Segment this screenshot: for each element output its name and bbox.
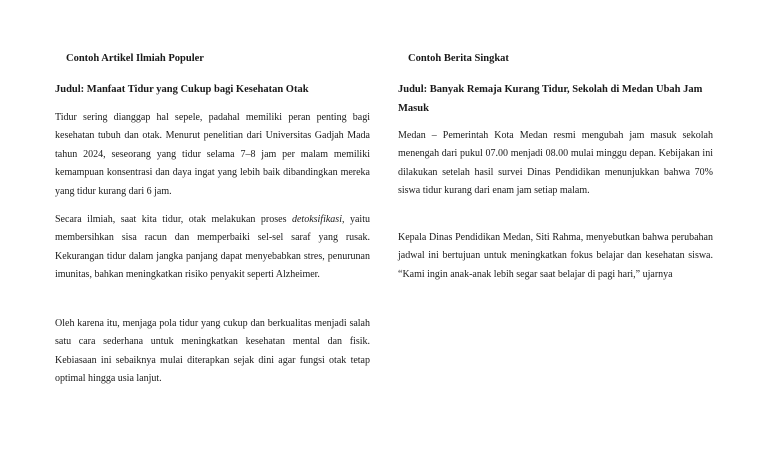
article-paragraph-1: Tidur sering dianggap hal sepele, padahal memiliki peran penting bagi kesehatan tubuh dan otak. Menurut penelitian dari Universitas Gadjah Mada tahun 2024, seseorang yang tidur selama 7–8 jam per malam memiliki kemampuan konsentrasi dan daya ingat yang lebih baik dibandingkan mereka yang tidur kurang dari 6 jam. [55,112,370,197]
article-paragraph-2 [55,211,370,285]
paragraph-text: , yaitu membersihkan sisa racun dan memperbaiki sel-sel saraf yang rusak. Kekurangan tidur dalam jangka panjang dapat menyebabkan stres, penurunan imunitas, bahkan meningkatkan risiko penyakit seperti Alzheimer. [55,214,370,281]
italic-term: detoksifikasi [291,214,342,225]
news-title: Judul: Banyak Remaja Kurang Tidur, Sekolah di Medan Ubah Jam Masuk [398,84,703,114]
article-paragraph-3: Oleh karena itu, menjaga pola tidur yang cukup dan berkualitas menjadi salah satu cara sederhana untuk meningkatkan kesehatan mental dan fisik. Kebiasaan ini sebaiknya mulai diterapkan sejak dini agar fungsi otak tetap optimal hingga usia lanjut. [55,318,370,385]
section-heading: Contoh Artikel Ilmiah Populer [66,53,204,64]
news-paragraph-1: Medan – Pemerintah Kota Medan resmi mengubah jam masuk sekolah menengah dari pukul 07.00 menjadi 08.00 mulai minggu depan. Kebijakan ini dilakukan setelah hasil survei Dinas Pendidikan menunjukkan bahwa 70% siswa tidur kurang dari enam jam setiap malam. [398,130,713,197]
section-heading: Contoh Berita Singkat [408,53,509,64]
article-title: Judul: Manfaat Tidur yang Cukup bagi Kesehatan Otak [55,84,309,95]
news-paragraph-2: Kepala Dinas Pendidikan Medan, Siti Rahma, menyebutkan bahwa perubahan jadwal ini bertujuan untuk meningkatkan fokus belajar dan kesehatan siswa. “Kami ingin anak-anak lebih segar saat belajar di pagi hari,” ujarnya [398,232,713,280]
paragraph-text: Secara ilmiah, saat kita tidur, otak melakukan proses [55,214,292,225]
